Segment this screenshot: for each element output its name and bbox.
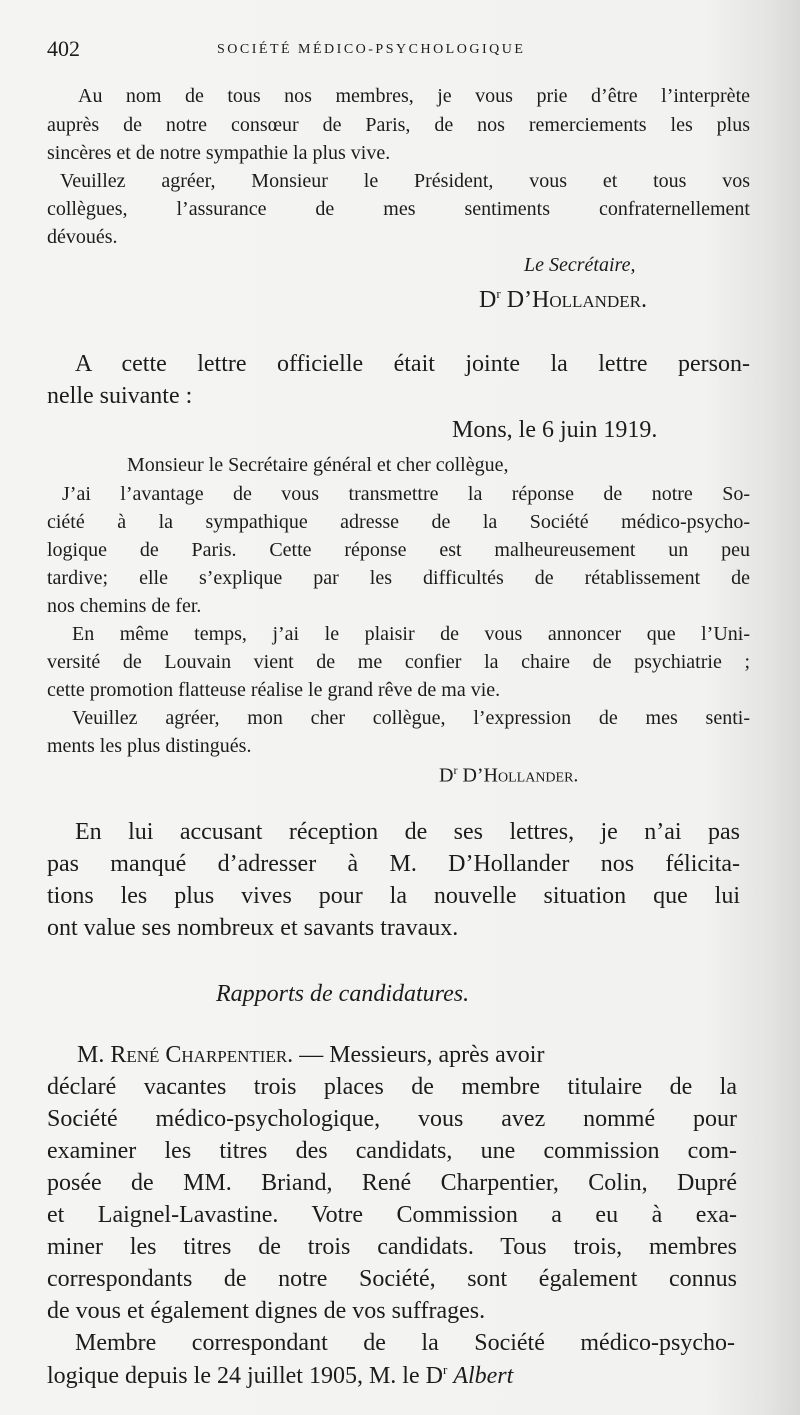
page-number: 402 [47, 36, 80, 61]
text-line: posée de MM. Briand, René Charpentier, Colin, Dupré [47, 1170, 737, 1196]
text-line: En lui accusant réception de ses lettres, je n’ai pas [75, 819, 740, 845]
signature-name: $D^r$ D’Hollander. [479, 286, 647, 313]
text-line: En même temps, j’ai le plaisir de vous annoncer que l’Uni- [72, 623, 750, 645]
text-line: nos chemins de fer. [47, 595, 202, 617]
text-line: tardive; elle s’explique par les difficultés de rétablissement de [47, 567, 750, 589]
letter-date: Mons, le 6 juin 1919. [452, 417, 658, 443]
text-line: ont value ses nombreux et savants travaux. [47, 915, 459, 941]
text-line: cette promotion flatteuse réalise le grand rêve de ma vie. [47, 679, 501, 701]
text-line: miner les titres de trois candidats. Tous trois, membres [47, 1234, 737, 1260]
text-line: et Laignel-Lavastine. Votre Commission a eu à exa- [47, 1202, 737, 1228]
letter-salutation: Monsieur le Secrétaire général et cher collègue, [127, 454, 509, 476]
text-line: logique de Paris. Cette réponse est malheureusement un peu [47, 539, 750, 561]
text-line: Au nom de tous nos membres, je vous prie d’être l’interprète [78, 85, 750, 107]
text-line: J’ai l’avantage de vous transmettre la réponse de notre So- [62, 483, 750, 505]
text-line: sincères et de notre sympathie la plus vive. [47, 142, 391, 164]
running-header [47, 36, 747, 64]
text-line: Société médico-psychologique, vous avez nommé pour [47, 1106, 737, 1132]
text-line: correspondants de notre Société, sont également connus [47, 1266, 737, 1292]
text-line: Veuillez agréer, Monsieur le Président, vous et tous vos [60, 170, 750, 192]
text-line: A cette lettre officielle était jointe la lettre person- [75, 351, 750, 377]
text-line: auprès de notre consœur de Paris, de nos remerciements les plus [47, 114, 750, 136]
text-line: ments les plus distingués. [47, 735, 252, 757]
text-line: nelle suivante : [47, 383, 193, 409]
text-line: pas manqué d’adresser à M. D’Hollander nos félicita- [47, 851, 740, 877]
text-line: examiner les titres des candidats, une commission com- [47, 1138, 737, 1164]
text-line: Veuillez agréer, mon cher collègue, l’expression de mes senti- [72, 707, 750, 729]
text-line: de vous et également dignes de vos suffrages. [47, 1298, 486, 1324]
text-line: logique depuis le 24 juillet 1905, M. le $D^r$ Albert [47, 1362, 514, 1389]
text-line: Membre correspondant de la Société médico-psycho- [75, 1330, 735, 1356]
text-line: M. René Charpentier. — Messieurs, après avoir [77, 1042, 545, 1068]
signature-title: Le Secrétaire, [524, 254, 636, 276]
text-line: versité de Louvain vient de me confier la chaire de psychiatrie ; [47, 651, 750, 673]
letter-signature: $D^r$ D’Hollander. [439, 763, 579, 787]
text-line: déclaré vacantes trois places de membre titulaire de la [47, 1074, 737, 1100]
text-line: ciété à la sympathique adresse de la Société médico-psycho- [47, 511, 750, 533]
running-title: SOCIÉTÉ MÉDICO-PSYCHOLOGIQUE [217, 42, 526, 57]
text-line: tions les plus vives pour la nouvelle situation que lui [47, 883, 740, 909]
section-heading: Rapports de candidatures. [216, 981, 470, 1007]
text-line: collègues, l’assurance de mes sentiments confraternellement [47, 198, 750, 220]
text-line: dévoués. [47, 226, 118, 248]
